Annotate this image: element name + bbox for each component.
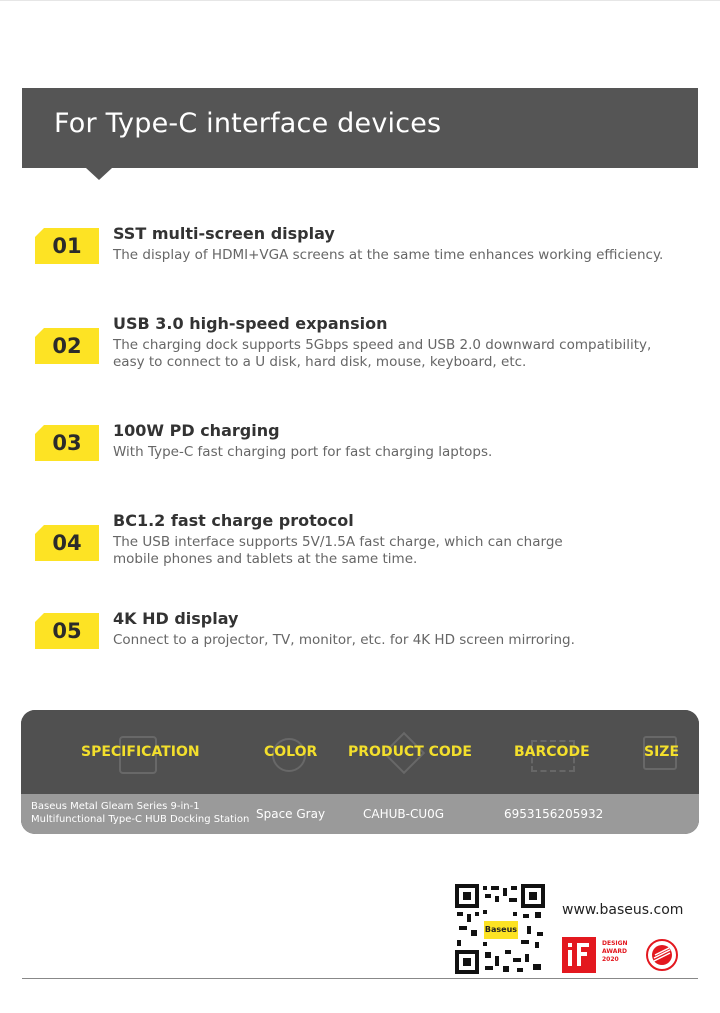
feature-title: 4K HD display (113, 609, 239, 628)
column-header-barcode: BARCODE (514, 744, 590, 760)
cell-color: Space Gray (256, 807, 326, 821)
qr-brand-logo: Baseus (483, 920, 519, 940)
feature-description: With Type-C fast charging port for fast charging laptops. (113, 444, 493, 460)
column-header-color: COLOR (264, 744, 318, 760)
qr-code (455, 884, 545, 974)
feature-number-badge: 04 (35, 525, 99, 561)
table-row (21, 794, 699, 834)
if-award-text: DESIGN AWARD 2020 (602, 940, 628, 963)
bottom-divider (22, 978, 698, 979)
feature-description: The charging dock supports 5Gbps speed and USB 2.0 downward compatibility, easy to connect to a U disk, hard disk, mouse, keyboard, etc. (113, 337, 652, 370)
specification-table (21, 710, 699, 834)
if-design-award-badge (562, 937, 636, 973)
if-logo-icon (562, 937, 596, 973)
cell-specification: Baseus Metal Gleam Series 9-in-1 Multifunctional Type-C HUB Docking Station (31, 801, 250, 825)
website-link[interactable]: www.baseus.com (562, 902, 684, 918)
table-header-row (21, 710, 699, 794)
feature-description: The display of HDMI+VGA screens at the same time enhances working efficiency. (113, 247, 664, 263)
red-dot-award-icon (645, 938, 679, 972)
column-header-specification: SPECIFICATION (81, 744, 200, 760)
column-header-product-code: PRODUCT CODE (348, 744, 472, 760)
feature-title: USB 3.0 high-speed expansion (113, 314, 388, 333)
feature-description: Connect to a projector, TV, monitor, etc. for 4K HD screen mirroring. (113, 632, 575, 648)
banner-pointer (86, 168, 112, 180)
feature-number-badge: 01 (35, 228, 99, 264)
cell-product-code: CAHUB-CU0G (363, 807, 445, 821)
section-banner (22, 88, 698, 168)
feature-description: The USB interface supports 5V/1.5A fast charge, which can charge mobile phones and tablets at the same time. (113, 534, 563, 567)
cell-barcode: 6953156205932 (504, 807, 604, 821)
feature-title: SST multi-screen display (113, 224, 335, 243)
banner-title: For Type-C interface devices (54, 108, 442, 139)
feature-number-badge: 05 (35, 613, 99, 649)
feature-number-badge: 02 (35, 328, 99, 364)
column-header-size: SIZE (644, 744, 680, 760)
top-divider (0, 0, 720, 1)
feature-number-badge: 03 (35, 425, 99, 461)
feature-title: 100W PD charging (113, 421, 280, 440)
feature-title: BC1.2 fast charge protocol (113, 511, 354, 530)
